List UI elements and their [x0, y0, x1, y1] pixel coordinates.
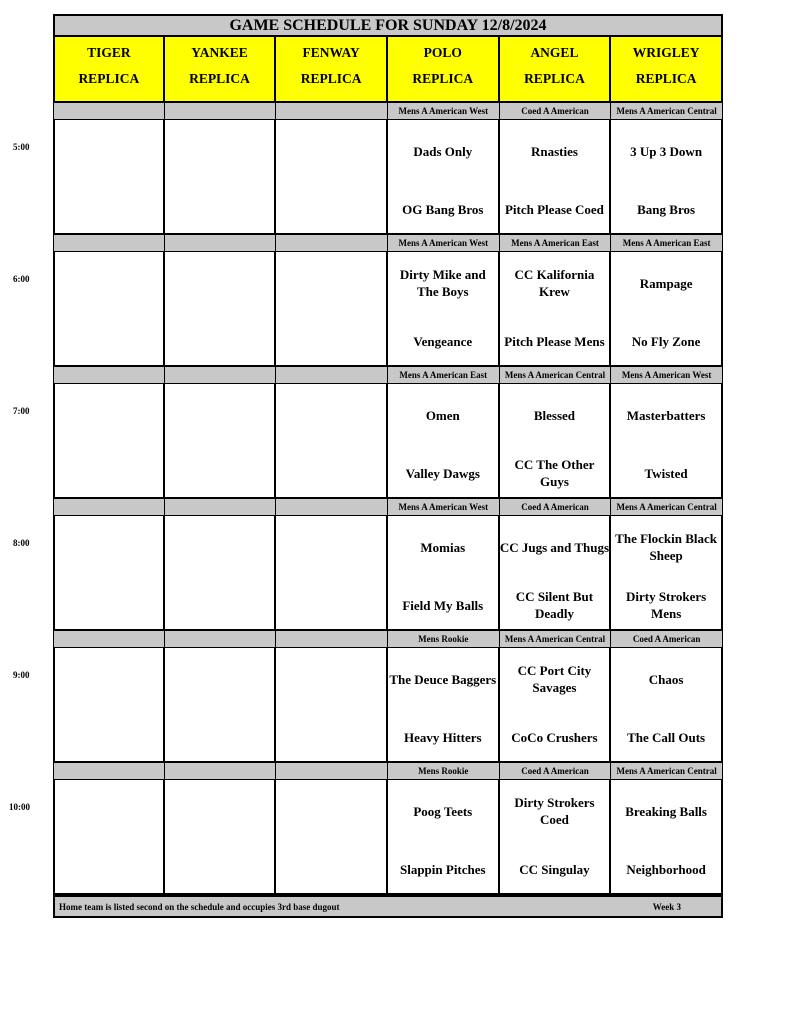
home-team — [500, 324, 610, 358]
game-cell — [53, 252, 165, 367]
time-slot-block — [13, 499, 723, 631]
home-team — [388, 720, 498, 754]
division-row — [53, 367, 723, 384]
home-team — [388, 324, 498, 358]
team-name: CC Silent But Deadly — [515, 589, 594, 621]
field-subtitle: REPLICA — [412, 71, 474, 86]
home-team — [388, 852, 498, 886]
game-cell — [53, 648, 165, 763]
game-row — [53, 516, 723, 631]
team-name: No Fly Zone — [631, 333, 701, 349]
away-team — [500, 134, 610, 168]
team-name: OG Bang Bros — [402, 201, 484, 217]
division-label — [53, 763, 165, 780]
game-cell — [165, 780, 277, 895]
week-label: Week 3 — [652, 902, 681, 912]
division-label: Mens A American East — [500, 235, 612, 252]
game-cell — [611, 120, 723, 235]
away-team — [388, 134, 498, 168]
team-name: CC Singulay — [519, 861, 590, 877]
team-name: Twisted — [644, 465, 688, 481]
home-team — [500, 852, 610, 886]
game-cell — [165, 120, 277, 235]
game-cell — [388, 780, 500, 895]
team-name: The Flockin Black Sheep — [615, 531, 718, 563]
field-header-polo — [388, 37, 500, 103]
schedule-title: GAME SCHEDULE FOR SUNDAY 12/8/2024 — [53, 14, 723, 37]
field-subtitle: REPLICA — [524, 71, 585, 86]
home-team — [388, 588, 498, 622]
division-label: Mens A American West — [388, 235, 500, 252]
division-label: Mens A American Central — [500, 367, 612, 384]
team-name: Rampage — [639, 275, 693, 291]
away-team — [500, 662, 610, 696]
home-team — [611, 456, 721, 490]
team-name: Field My Balls — [402, 597, 484, 613]
team-name: Dirty Strokers Mens — [625, 589, 707, 621]
division-label: Mens A American Central — [611, 499, 723, 516]
game-cell — [388, 648, 500, 763]
field-name: FENWAY — [302, 45, 360, 60]
team-name: Dirty Strokers Coed — [514, 795, 595, 827]
away-team — [388, 530, 498, 564]
division-label — [165, 631, 277, 648]
time-slot-block — [13, 631, 723, 763]
game-row — [53, 252, 723, 367]
away-team — [500, 530, 610, 564]
team-name: CC The Other Guys — [514, 457, 595, 489]
division-label: Coed A American — [611, 631, 723, 648]
time-label: 6:00 — [13, 274, 30, 284]
team-name: The Deuce Baggers — [389, 671, 497, 687]
field-header-yankee — [165, 37, 277, 103]
away-team — [388, 794, 498, 828]
team-name: Omen — [425, 407, 460, 423]
team-name: Momias — [420, 539, 466, 555]
game-cell — [53, 120, 165, 235]
away-team — [388, 662, 498, 696]
field-subtitle: REPLICA — [78, 71, 140, 86]
field-header-row — [53, 37, 723, 103]
division-label — [276, 367, 388, 384]
home-team — [500, 456, 610, 490]
game-cell — [500, 120, 612, 235]
field-name: ANGEL — [530, 45, 579, 60]
division-label: Mens A American Central — [611, 103, 723, 120]
time-slot-block — [13, 103, 723, 235]
field-subtitle: REPLICA — [189, 71, 250, 86]
time-slot-block — [9, 763, 723, 895]
game-cell — [500, 648, 612, 763]
division-row — [53, 499, 723, 516]
home-team — [388, 456, 498, 490]
team-name: Dirty Mike and The Boys — [399, 267, 486, 299]
home-team — [611, 852, 721, 886]
time-slot-block — [13, 235, 723, 367]
game-cell — [276, 648, 388, 763]
away-team — [611, 266, 721, 300]
home-team — [500, 588, 610, 622]
time-label: 7:00 — [13, 406, 30, 416]
game-cell — [276, 120, 388, 235]
team-name: 3 Up 3 Down — [630, 143, 703, 159]
team-name: Pitch Please Mens — [504, 333, 605, 349]
field-header-wrigley — [611, 37, 723, 103]
game-row — [53, 780, 723, 895]
game-cell — [500, 516, 612, 631]
game-cell — [53, 384, 165, 499]
team-name: Dads Only — [413, 143, 473, 159]
division-label — [276, 631, 388, 648]
game-cell — [500, 252, 612, 367]
division-label: Mens Rookie — [388, 763, 500, 780]
time-slot-block — [13, 367, 723, 499]
division-label — [165, 499, 277, 516]
game-cell — [276, 384, 388, 499]
division-label — [53, 235, 165, 252]
team-name: Pitch Please Coed — [504, 201, 604, 217]
field-name: TIGER — [87, 45, 131, 60]
team-name: Valley Dawgs — [405, 465, 480, 481]
game-cell — [276, 780, 388, 895]
team-name: CC Port City Savages — [517, 663, 592, 695]
footer-note: Home team is listed second on the schedule and occupies 3rd base dugout — [59, 902, 340, 912]
away-team — [500, 266, 610, 300]
division-label — [165, 763, 277, 780]
team-name: Masterbatters — [626, 407, 706, 423]
team-name: The Call Outs — [627, 729, 706, 745]
field-name: WRIGLEY — [632, 45, 700, 60]
field-header-fenway — [276, 37, 388, 103]
home-team — [611, 588, 721, 622]
game-cell — [53, 780, 165, 895]
field-subtitle: REPLICA — [300, 71, 362, 86]
team-name: Poog Teets — [413, 803, 473, 819]
game-cell — [611, 252, 723, 367]
away-team — [611, 530, 721, 564]
field-name: POLO — [423, 45, 462, 60]
game-cell — [165, 252, 277, 367]
away-team — [388, 398, 498, 432]
team-name: Blessed — [533, 407, 576, 423]
game-cell — [388, 516, 500, 631]
away-team — [388, 266, 498, 300]
time-label: 5:00 — [13, 142, 30, 152]
game-cell — [165, 516, 277, 631]
away-team — [611, 398, 721, 432]
division-label — [53, 103, 165, 120]
game-cell — [53, 516, 165, 631]
home-team — [500, 720, 610, 754]
division-label — [276, 763, 388, 780]
game-cell — [276, 252, 388, 367]
team-name: Chaos — [648, 671, 684, 687]
away-team — [500, 794, 610, 828]
game-row — [53, 384, 723, 499]
game-cell — [611, 384, 723, 499]
game-cell — [388, 384, 500, 499]
home-team — [611, 192, 721, 226]
division-label — [53, 499, 165, 516]
home-team — [388, 192, 498, 226]
time-label: 9:00 — [13, 670, 30, 680]
division-row — [53, 235, 723, 252]
team-name: Vengeance — [413, 333, 473, 349]
team-name: CC Kalifornia Krew — [514, 267, 595, 299]
game-cell — [611, 516, 723, 631]
team-name: Bang Bros — [637, 201, 696, 217]
division-label: Mens A American Central — [500, 631, 612, 648]
schedule-footer — [53, 895, 723, 918]
field-subtitle: REPLICA — [635, 71, 697, 86]
division-label — [165, 235, 277, 252]
time-slots — [9, 103, 723, 895]
division-row — [53, 763, 723, 780]
game-cell — [611, 780, 723, 895]
division-label — [53, 631, 165, 648]
team-name: Breaking Balls — [625, 803, 707, 819]
division-row — [53, 103, 723, 120]
away-team — [500, 398, 610, 432]
division-label: Coed A American — [500, 499, 612, 516]
division-label — [276, 103, 388, 120]
team-name: CoCo Crushers — [511, 729, 598, 745]
away-team — [611, 134, 721, 168]
home-team — [500, 192, 610, 226]
home-team — [611, 324, 721, 358]
field-header-tiger — [53, 37, 165, 103]
game-cell — [611, 648, 723, 763]
division-row — [53, 631, 723, 648]
game-cell — [165, 384, 277, 499]
game-cell — [500, 384, 612, 499]
division-label: Mens A American West — [388, 499, 500, 516]
division-label: Mens A American East — [611, 235, 723, 252]
division-label — [276, 235, 388, 252]
division-label: Coed A American — [500, 103, 612, 120]
time-label: 8:00 — [13, 538, 30, 548]
away-team — [611, 662, 721, 696]
game-cell — [165, 648, 277, 763]
time-label: 10:00 — [9, 802, 30, 812]
field-name: YANKEE — [191, 45, 248, 60]
away-team — [611, 794, 721, 828]
game-row — [53, 648, 723, 763]
game-cell — [500, 780, 612, 895]
division-label: Mens A American West — [611, 367, 723, 384]
team-name: Rnasties — [530, 143, 578, 159]
division-label: Coed A American — [500, 763, 612, 780]
field-header-angel — [500, 37, 612, 103]
game-cell — [388, 120, 500, 235]
division-label — [165, 367, 277, 384]
game-cell — [276, 516, 388, 631]
team-name: Heavy Hitters — [403, 729, 482, 745]
division-label: Mens A American Central — [611, 763, 723, 780]
schedule-sheet — [9, 14, 723, 918]
game-row — [53, 120, 723, 235]
game-cell — [388, 252, 500, 367]
team-name: Slappin Pitches — [399, 861, 486, 877]
division-label: Mens A American West — [388, 103, 500, 120]
team-name: CC Jugs and Thugs — [499, 539, 610, 555]
division-label — [53, 367, 165, 384]
home-team — [611, 720, 721, 754]
division-label — [276, 499, 388, 516]
division-label: Mens Rookie — [388, 631, 500, 648]
division-label — [165, 103, 277, 120]
division-label: Mens A American East — [388, 367, 500, 384]
team-name: Neighborhood — [626, 861, 706, 877]
